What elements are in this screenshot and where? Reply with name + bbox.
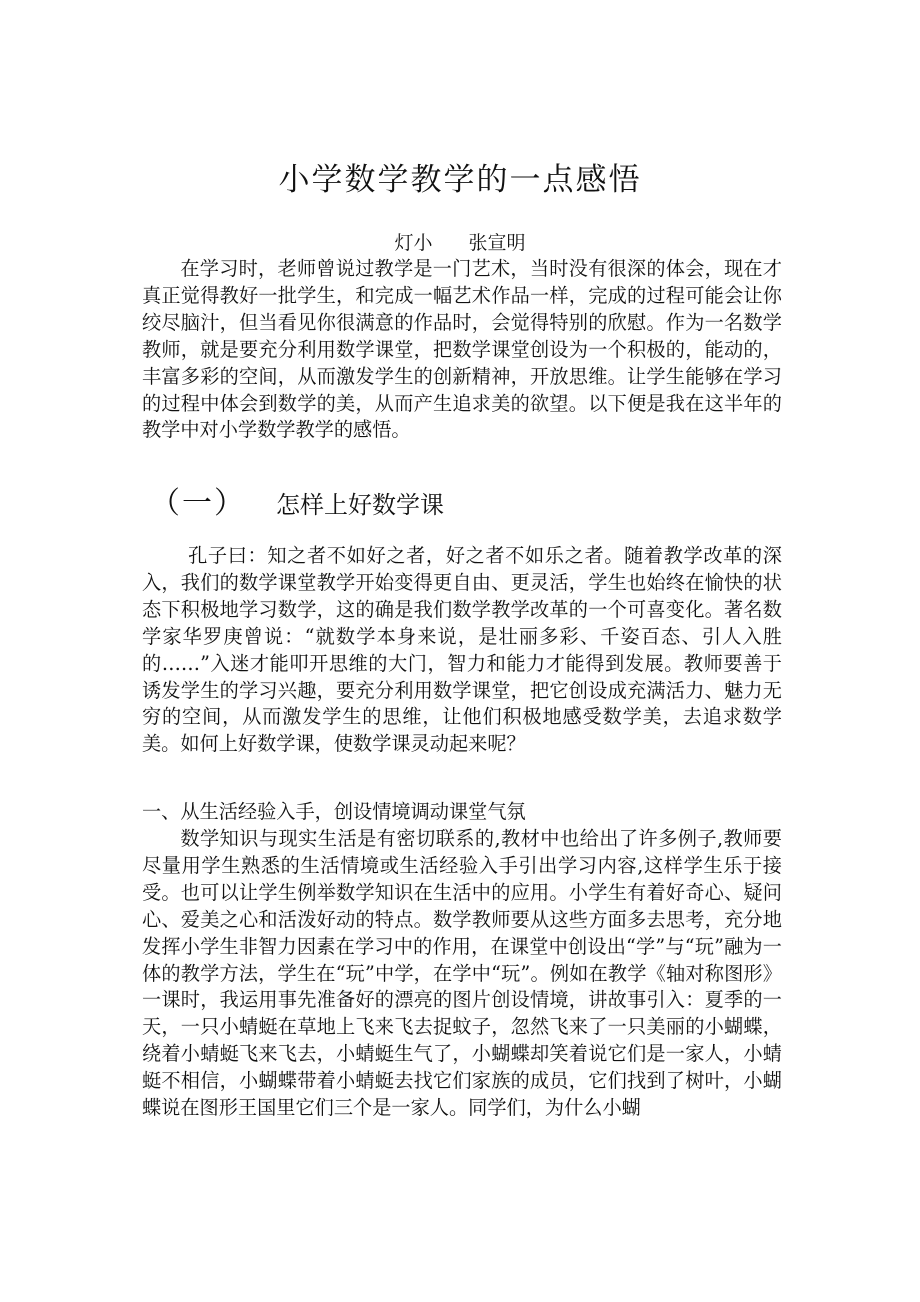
subsection-paragraph: 数学知识与现实生活是有密切联系的,教材中也给出了许多例子,教师要尽量用学生熟悉的生活情境或生活经验入手引出学习内容,这样学生乐于接受。也可以让学生例举数学知识在生活中的应用。小学生有着好奇心、疑问心、爱美之心和活泼好动的特点。数学教师要从这些方面多去思考，充分地发挥小学生非智力因素在学习中的作用，在课堂中创设出“学”与“玩”融为一体的教学方法，学生在“玩”中学，在学中“玩”。例如在教学《轴对称图形》一课时，我运用事先准备好的漂亮的图片创设情境，讲故事引入：夏季的一天，一只小蜻蜓在草地上飞来飞去捉蚊子，忽然飞来了一只美丽的小蝴蝶，绕着小蜻蜓飞来飞去，小蜻蜓生气了，小蝴蝶却笑着说它们是一家人，小蜻蜓不相信，小蝴蝶带着小蜻蜓去找它们家族的成员，它们找到了树叶，小蝴蝶说在图形王国里它们三个是一家人。同学们，为什么小蝴 xyxy=(142,827,782,1120)
subsection-heading: 一、从生活经验入手，创设情境调动课堂气氛 xyxy=(142,800,526,823)
section-number: （一） xyxy=(150,486,246,521)
section-paragraph: 孔子曰：知之者不如好之者，好之者不如乐之者。随着教学改革的深入，我们的数学课堂教学开始变得更自由、更灵活，学生也始终在愉快的状态下积极地学习数学，这的确是我们数学教学改革的一个可喜变化。著名数学家华罗庚曾说：“就数学本身来说，是壮丽多彩、千姿百态、引人入胜的……”入迷才能叩开思维的大门，智力和能力才能得到发展。教师要善于诱发学生的学习兴趣，要充分利用数学课堂，把它创设成充满活力、魅力无穷的空间，从而激发学生的思维，让他们积极地感受数学美，去追求数学美。如何上好数学课，使数学课灵动起来呢？ xyxy=(142,544,782,756)
document-title: 小学数学教学的一点感悟 xyxy=(278,162,642,198)
author-name: 张宣明 xyxy=(468,232,526,254)
author-affiliation: 灯小 xyxy=(394,232,433,254)
section-heading xyxy=(150,484,444,525)
intro-paragraph: 在学习时，老师曾说过教学是一门艺术，当时没有很深的体会，现在才真正觉得教好一批学生，和完成一幅艺术作品一样，完成的过程可能会让你绞尽脑汁，但当看见你很满意的作品时，会觉得特别的欣慰。作为一名数学教师，就是要充分利用数学课堂，把数学课堂创设为一个积极的，能动的，丰富多彩的空间，从而激发学生的创新精神，开放思维。让学生能够在学习的过程中体会到数学的美，从而产生追求美的欲望。以下便是我在这半年的教学中对小学数学教学的感悟。 xyxy=(142,257,782,442)
author-line xyxy=(0,229,920,257)
section-title: 怎样上好数学课 xyxy=(276,491,444,519)
